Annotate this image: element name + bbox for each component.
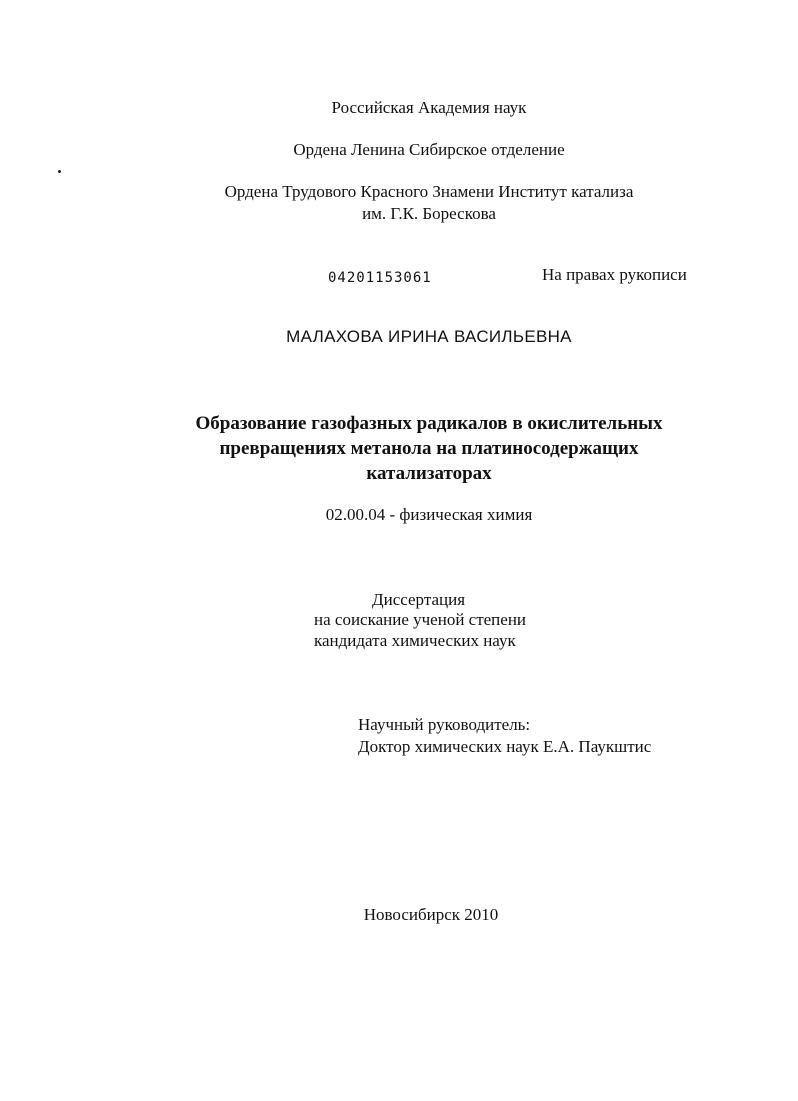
specialty-code: 02.00.04 - физическая химия	[325, 505, 533, 524]
academy-heading: Российская Академия наук	[331, 98, 527, 117]
institute-heading-line2: им. Г.К. Борескова	[362, 204, 496, 223]
scan-speck	[58, 170, 61, 173]
supervisor-name: Доктор химических наук Е.А. Паукштис	[358, 737, 652, 756]
city-year: Новосибирск 2010	[363, 905, 499, 924]
dissertation-title	[0, 411, 798, 486]
degree-line: на соискание ученой степени	[314, 610, 527, 629]
registration-number-stamp: 04201153061	[328, 270, 432, 286]
supervisor-label: Научный руководитель:	[358, 715, 531, 734]
title-line-1: Образование газофазных радикалов в окислительных	[195, 413, 663, 434]
institute-heading-line1: Ордена Трудового Красного Знамени Институт катализа	[224, 182, 634, 201]
title-line-3: катализаторах	[366, 463, 492, 484]
degree-field-line: кандидата химических наук	[314, 631, 516, 650]
manuscript-rights-note: На правах рукописи	[542, 265, 687, 284]
title-line-2: превращениях метанола на платиносодержащих	[219, 438, 639, 459]
author-name: МАЛАХОВА ИРИНА ВАСИЛЬЕВНА	[286, 327, 572, 346]
dissertation-label: Диссертация	[372, 590, 466, 609]
branch-heading: Ордена Ленина Сибирское отделение	[293, 140, 565, 159]
